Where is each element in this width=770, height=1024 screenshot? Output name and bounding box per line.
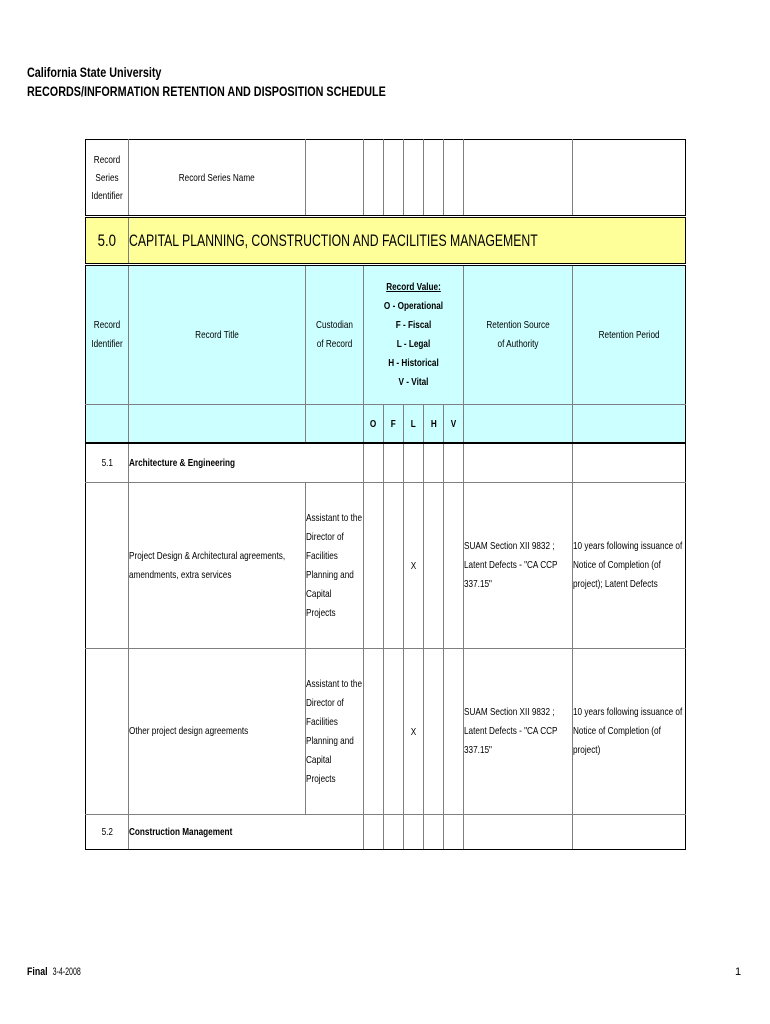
section-number: 5.0 [86,217,129,265]
record-period: 10 years following issuance of Notice of Completion (of project) [573,649,686,815]
custodian-header: Custodian of Record [306,265,364,405]
code-h: H [424,405,444,444]
category-name: Construction Management [129,815,364,850]
category-name: Architecture & Engineering [129,443,364,483]
record-mark-legal: X [404,649,424,815]
footer-status [27,966,103,978]
record-value-header: Record Value: O - Operational F - Fiscal L - Legal H - Historical V - Vital [364,265,464,405]
record-value-fiscal: F - Fiscal [395,319,432,331]
category-row [86,815,686,850]
document-header [27,63,476,101]
code-f: F [384,405,404,444]
record-value-vital: V - Vital [398,376,429,388]
record-row [86,649,686,815]
university-name: California State University [27,65,162,80]
record-identifier-header: Record Identifier [86,265,129,405]
code-v: V [444,405,464,444]
record-title-header: Record Title [129,265,306,405]
schedule-title: RECORDS/INFORMATION RETENTION AND DISPOSITION SCHEDULE [27,84,386,99]
retention-schedule-table [85,139,686,850]
section-row [86,217,686,265]
page-number: 1 [735,966,742,978]
record-value-historical: H - Historical [388,357,439,369]
category-id: 5.1 [86,443,129,483]
record-mark-legal: X [404,483,424,649]
code-l: L [404,405,424,444]
top-header-row [86,140,686,217]
series-identifier-header [86,140,129,217]
record-row [86,483,686,649]
footer-final: Final [27,966,48,978]
category-id: 5.2 [86,815,129,850]
record-title: Other project design agreements [129,649,306,815]
record-period: 10 years following issuance of Notice of Completion (of project); Latent Defects [573,483,686,649]
column-header-row [86,265,686,405]
record-custodian: Assistant to the Director of Facilities Planning and Capital Projects [306,649,364,815]
retention-source-header: Retention Source of Authority [464,265,573,405]
record-custodian: Assistant to the Director of Facilities Planning and Capital Projects [306,483,364,649]
retention-period-header: Retention Period [573,265,686,405]
series-identifier-label: Record Series Identifier [91,153,123,202]
record-title: Project Design & Architectural agreements, amendments, extra services [129,483,306,649]
record-value-operational: O - Operational [383,300,444,312]
series-name-label: Record Series Name [178,171,255,184]
section-title: CAPITAL PLANNING, CONSTRUCTION AND FACILITIES MANAGEMENT [129,217,686,265]
record-source: SUAM Section XII 9832 ; Latent Defects - "CA CCP 337.15" [464,649,573,815]
record-value-legal: L - Legal [396,338,431,350]
value-code-row [86,405,686,444]
series-name-header [129,140,306,217]
category-row [86,443,686,483]
footer-date: 3-4-2008 [52,966,81,978]
code-o: O [364,405,384,444]
record-source: SUAM Section XII 9832 ; Latent Defects - "CA CCP 337.15" [464,483,573,649]
